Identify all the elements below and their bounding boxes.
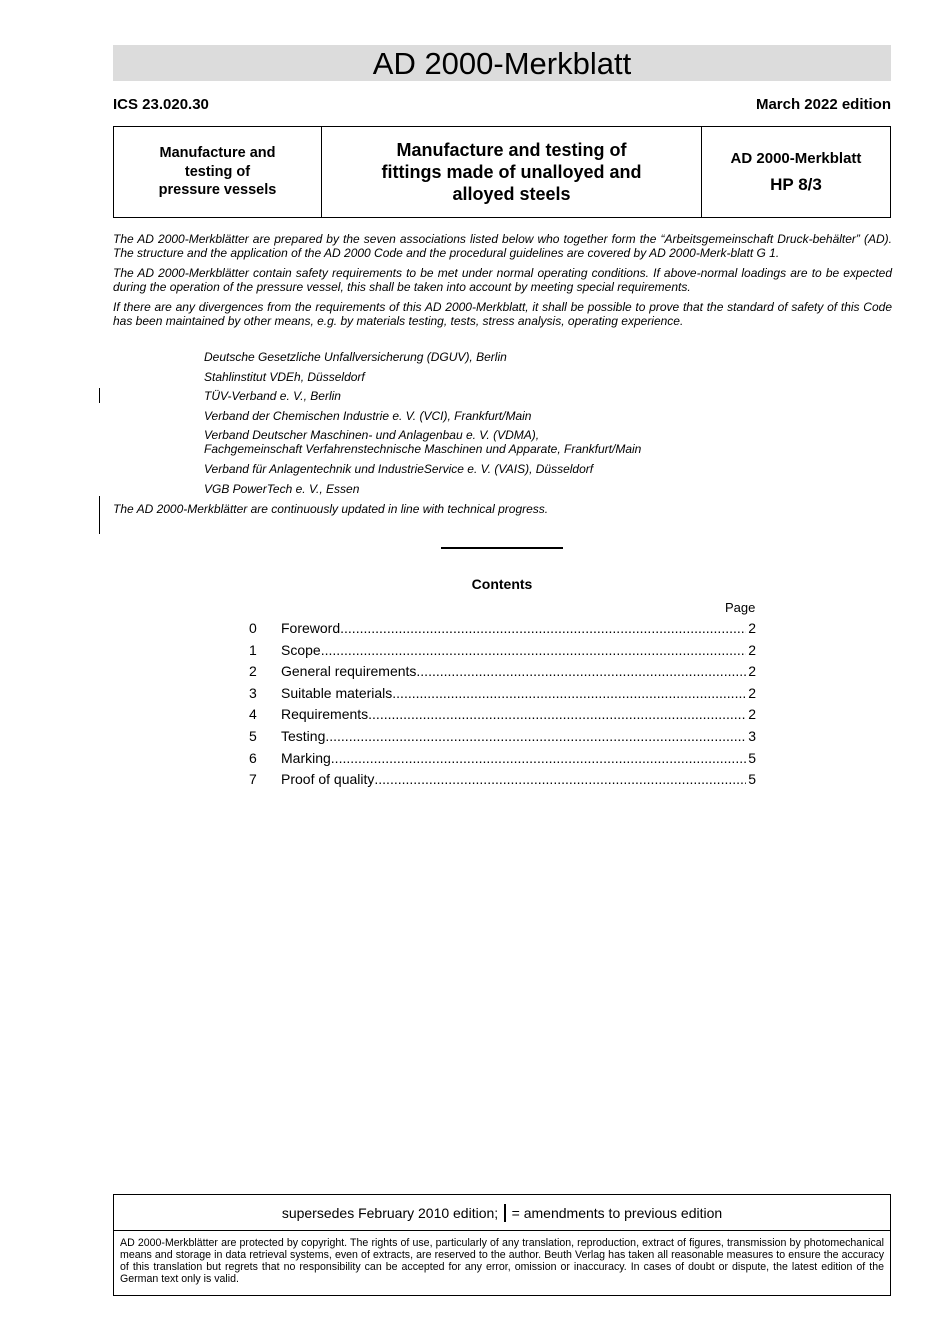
intro-section <box>113 233 892 336</box>
toc-number: 1 <box>249 641 257 658</box>
toc-page: 2 <box>748 706 756 723</box>
toc-label: Suitable materials <box>281 684 393 701</box>
title-box <box>113 126 891 218</box>
ics-code: ICS 23.020.30 <box>113 96 209 113</box>
association-list <box>204 350 641 501</box>
contents-title: Contents <box>471 576 533 592</box>
toc-number: 2 <box>249 663 257 680</box>
supersedes-row <box>114 1195 890 1231</box>
toc-number: 4 <box>249 706 257 723</box>
toc-number: 7 <box>249 771 257 788</box>
toc-leader <box>321 642 747 658</box>
edition-date: March 2022 edition <box>755 96 891 113</box>
change-bar-symbol <box>504 1204 506 1222</box>
change-bar <box>99 496 100 534</box>
category-cell <box>114 127 322 217</box>
category-line: pressure vessels <box>158 182 277 199</box>
association-item: Stahlinstitut VDEh, Düsseldorf <box>204 369 365 384</box>
toc-entry[interactable] <box>249 620 756 642</box>
toc-page: 2 <box>748 684 756 701</box>
toc-page: 2 <box>748 620 756 636</box>
toc-leader <box>416 663 746 679</box>
toc-number: 6 <box>249 749 257 766</box>
toc-label: Proof of quality <box>281 771 375 788</box>
table-of-contents <box>249 620 756 793</box>
code-cell <box>702 127 890 217</box>
intro-paragraph: The AD 2000-Merkblätter contain safety requirements to be met under normal operating conditions. If above-normal loadings are to be expected during the operation of the pressure vessel, this shall be taken into account by meeting special requirements. <box>113 266 892 294</box>
code-label: AD 2000-Merkblatt <box>730 149 862 167</box>
toc-number: 5 <box>249 727 257 744</box>
category-line: testing of <box>184 163 251 180</box>
intro-paragraph: The AD 2000-Merkblätter are prepared by the seven associations listed below who together form the “Arbeitsgemeinschaft Druck-behälter” (AD). The structure and the application of the AD 2000 Code and the procedural guidelines are covered by AD 2000-Merk-blatt G 1. <box>113 232 892 260</box>
supersedes-text: supersedes February 2010 edition; <box>281 1204 499 1221</box>
title-line: fittings made of unalloyed and <box>381 162 642 182</box>
toc-leader <box>331 750 746 766</box>
copyright-notice: AD 2000-Merkblätter are protected by copyright. The rights of use, particularly of any translation, reproduction, extract of figures, transmission by photomechanical means and storage in data retrieval systems, even of extracts, are reserved to the author. Beuth Verlag has taken all reasonable measures to ensure the accuracy of this translation but regrets that no responsibility can be accepted for any error, omission or inaccuracy. In cases of doubt or dispute, the latest edition of the German text only is valid. <box>120 1237 884 1285</box>
update-note: The AD 2000-Merkblätter are continuously updated in line with technical progress. <box>113 502 549 516</box>
toc-entry[interactable] <box>249 728 756 750</box>
document-banner: AD 2000-Merkblatt <box>113 45 891 81</box>
toc-label: Requirements <box>281 706 369 723</box>
intro-paragraph: If there are any divergences from the requirements of this AD 2000-Merkblatt, it shall be possible to prove that the standard of safety of this Code has been maintained by other means, e.g. by materials testing, tests, stress analysis, operating experience. <box>113 300 892 328</box>
page-column-label: Page <box>725 600 756 615</box>
association-item: VGB PowerTech e. V., Essen <box>204 481 360 496</box>
toc-leader <box>374 771 746 787</box>
toc-entry[interactable] <box>249 771 756 793</box>
title-cell <box>322 127 702 217</box>
toc-leader <box>340 620 746 636</box>
category-line: Manufacture and <box>159 145 276 162</box>
toc-leader <box>325 728 746 744</box>
document-code: HP 8/3 <box>770 174 822 194</box>
toc-entry[interactable] <box>249 663 756 685</box>
change-bar <box>99 388 100 403</box>
toc-leader <box>368 706 746 722</box>
toc-label: Testing <box>281 727 326 744</box>
toc-page: 5 <box>748 771 756 788</box>
footer-box <box>113 1194 891 1296</box>
toc-page: 2 <box>748 663 756 680</box>
toc-entry[interactable] <box>249 750 756 772</box>
toc-leader <box>392 685 746 701</box>
toc-entry[interactable] <box>249 706 756 728</box>
toc-number: 0 <box>249 620 257 636</box>
association-item: TÜV-Verband e. V., Berlin <box>204 389 341 404</box>
toc-label: Scope <box>281 641 321 658</box>
title-line: alloyed steels <box>452 184 571 204</box>
title-line: Manufacture and testing of <box>396 140 627 160</box>
association-item: Verband der Chemischen Industrie e. V. (VCI), Frankfurt/Main <box>204 408 532 423</box>
toc-page: 2 <box>748 641 756 658</box>
association-item: Fachgemeinschaft Verfahrenstechnische Maschinen und Apparate, Frankfurt/Main <box>204 442 642 457</box>
association-item: Verband für Anlagentechnik und IndustrieService e. V. (VAIS), Düsseldorf <box>204 461 594 476</box>
association-item: Deutsche Gesetzliche Unfallversicherung (DGUV), Berlin <box>204 350 507 364</box>
toc-entry[interactable] <box>249 685 756 707</box>
toc-label: Foreword <box>281 620 341 636</box>
section-divider <box>441 547 563 549</box>
association-item: Verband Deutscher Maschinen- und Anlagenbau e. V. (VDMA), <box>204 428 540 443</box>
toc-entry[interactable] <box>249 642 756 664</box>
toc-number: 3 <box>249 684 257 701</box>
toc-page: 3 <box>748 727 756 744</box>
toc-label: Marking <box>281 749 331 766</box>
toc-page: 5 <box>748 749 756 766</box>
toc-label: General requirements <box>281 663 417 680</box>
amendments-text: = amendments to previous edition <box>511 1204 723 1221</box>
